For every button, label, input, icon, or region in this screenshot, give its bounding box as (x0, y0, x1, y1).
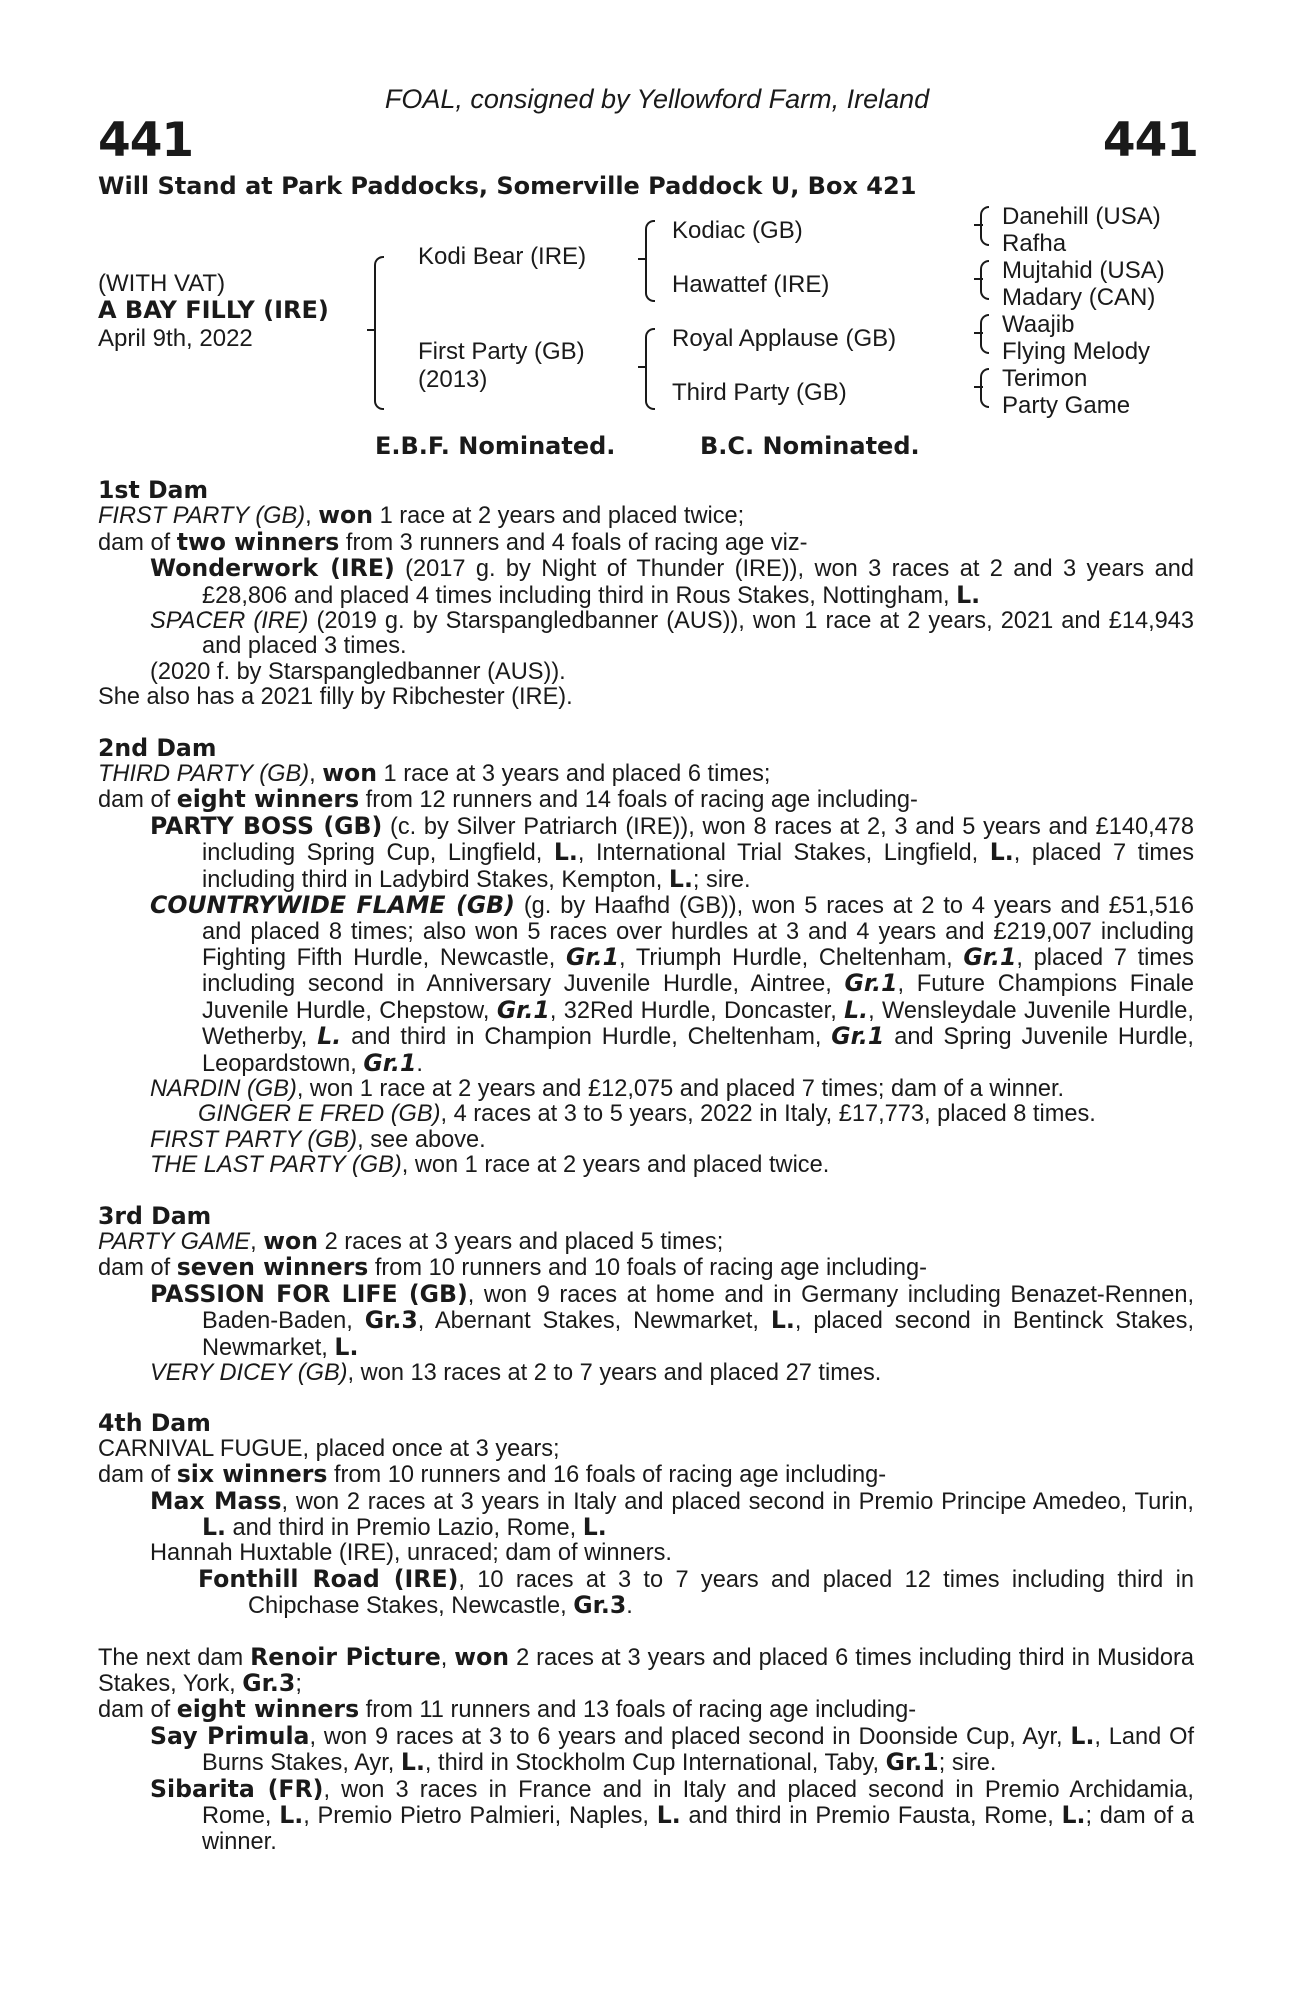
text: , Wensleydale Juvenile Hurdle, Wetherby, (202, 997, 1194, 1051)
listed-mark: L. (1061, 1801, 1086, 1830)
progeny-name: Max Mass (150, 1486, 282, 1515)
progeny-fonthill-road (198, 1564, 1195, 1620)
text: , won 2 races at 3 years in Italy and placed second in Premio Principe Amedeo, Turin, (281, 1488, 1194, 1515)
progeny-name: PASSION FOR LIFE (GB) (150, 1279, 468, 1308)
pedigree-sire-dam: Hawattef (IRE) (672, 271, 830, 298)
listed-mark: L. (334, 1332, 359, 1361)
progeny-record: , see above. (357, 1126, 486, 1153)
pedigree-brace-main (374, 256, 384, 410)
listed-mark: L. (656, 1801, 681, 1830)
text: ; sire. (692, 866, 751, 893)
pedigree-dam: First Party (GB) (418, 338, 585, 365)
text: dam of (98, 1462, 177, 1489)
winners-count: eight winners (176, 785, 360, 814)
dam4-dam-of (98, 1462, 1194, 1488)
progeny-very-dicey (150, 1361, 1194, 1386)
dam2-won: won (322, 759, 377, 788)
group-mark: Gr.1 (565, 942, 620, 971)
text: . (626, 1593, 633, 1620)
group-mark: Gr.1 (496, 995, 550, 1024)
text: 2 races at 3 years and placed 6 times including third in Musidora Stakes, York, (98, 1644, 1194, 1698)
listed-mark: L. (770, 1306, 795, 1335)
progeny-say-primula (150, 1721, 1195, 1777)
progeny-name: Fonthill Road (IRE) (198, 1564, 459, 1593)
listed-mark: L. (668, 864, 693, 893)
dam3-name: PARTY GAME (98, 1228, 251, 1255)
pedigree-g4-item: Flying Melody (1002, 338, 1151, 365)
text: , Land Of Burns Stakes, Ayr, (202, 1723, 1195, 1777)
pedigree-g4-item: Rafha (1002, 230, 1067, 257)
text: , placed 7 times including third in Ladybird Stakes, Kempton, (202, 840, 1194, 893)
pedigree-brace-tip (974, 278, 983, 280)
dam4-heading: 4th Dam (98, 1409, 211, 1438)
catalogue-body (98, 478, 1194, 1855)
dam3-heading: 3rd Dam (98, 1201, 212, 1230)
listed-mark: L. (844, 995, 869, 1024)
dam3-dam-of (98, 1255, 1194, 1281)
next-dam-name: Renoir Picture (250, 1642, 441, 1671)
text: from 11 runners and 13 foals of racing age including- (359, 1697, 917, 1724)
progeny-name: VERY DICEY (GB) (150, 1360, 348, 1386)
text: from 10 runners and 10 foals of racing age including- (368, 1255, 928, 1282)
listed-mark: L. (553, 838, 578, 867)
progeny-nardin (150, 1077, 1194, 1102)
listed-mark: L. (317, 1022, 342, 1051)
text: dam of (98, 1255, 177, 1282)
progeny-countrywide-flame (150, 893, 1194, 1077)
text: , International Trial Stakes, Lingfield, (577, 840, 990, 867)
text: , placed second in Bentinck Stakes, Newmarket, (202, 1308, 1194, 1361)
dam1-won: won (318, 501, 374, 530)
dam1-summary: FIRST PARTY (GB), won 1 race at 2 years and placed twice; (98, 501, 745, 530)
pedigree-brace-tip (638, 366, 647, 368)
group-mark: Gr.1 (831, 1022, 885, 1051)
progeny-spacer (150, 609, 1194, 660)
progeny-record: (2020 f. by Starspangledbanner (AUS)). (150, 658, 566, 685)
group-mark: Gr.1 (963, 942, 1017, 971)
dam2-record: 1 race at 3 years and placed 6 times; (377, 761, 771, 788)
dam2-heading: 2nd Dam (98, 733, 217, 762)
progeny-name: THE LAST PARTY (GB) (150, 1152, 402, 1179)
progeny-name: SPACER (IRE) (150, 608, 309, 635)
lot-number-left: 441 (98, 113, 194, 168)
text: from 3 runners and 4 foals of racing age viz- (339, 529, 808, 556)
pedigree-g4-item: Waajib (1002, 311, 1075, 338)
progeny-ginger-e-fred (198, 1102, 1194, 1127)
pedigree-dam-dam: Third Party (GB) (672, 379, 847, 406)
group-mark: Gr.1 (363, 1048, 417, 1077)
dam1-heading: 1st Dam (98, 476, 209, 504)
text: and third in Premio Fausta, Rome, (680, 1803, 1062, 1830)
winners-count: seven winners (176, 1253, 369, 1282)
text: (c. by Silver Patriarch (IRE)), won 8 races at 2, 3 and 5 years and £140,478 including Spring Cup, Lingfield, (202, 813, 1194, 867)
text: ; sire. (938, 1750, 997, 1777)
listed-mark: L. (400, 1748, 425, 1777)
pedigree-brace-tip (638, 258, 647, 260)
text: ; (295, 1671, 302, 1698)
listed-mark: L. (989, 838, 1014, 867)
listed-mark: L. (582, 1513, 607, 1542)
horse-name: A BAY FILLY (IRE) (98, 296, 329, 324)
pedigree-brace-g4 (980, 368, 989, 408)
listed-mark: L. (202, 1513, 226, 1542)
progeny-last-party (150, 1153, 1194, 1178)
progeny-name: PARTY BOSS (GB) (150, 811, 383, 840)
horse-dob: April 9th, 2022 (98, 325, 253, 352)
pedigree-g4-item: Mujtahid (USA) (1002, 257, 1165, 284)
winners-count: eight winners (176, 1695, 360, 1724)
text: dam of (98, 787, 177, 814)
text: The next dam (98, 1644, 251, 1671)
dam3-summary: PARTY GAME, won 2 races at 3 years and placed 5 times; (98, 1226, 724, 1255)
progeny-record: (2019 g. by Starspangledbanner (AUS)), won 1 race at 2 years, 2021 and £14,943 and placed 3 times. (202, 608, 1195, 660)
progeny-name: NARDIN (GB) (150, 1075, 297, 1102)
dam2-name: THIRD PARTY (GB) (98, 761, 310, 788)
progeny-name: Sibarita (FR) (150, 1774, 324, 1803)
pedigree-sire: Kodi Bear (IRE) (418, 243, 587, 270)
pedigree-dam-year: (2013) (418, 366, 488, 393)
pedigree-g4-item: Madary (CAN) (1002, 284, 1156, 311)
group-mark: Gr.3 (573, 1591, 627, 1620)
text: , won 3 races in France and in Italy and placed second in Premio Archidamia, Rome, (202, 1776, 1194, 1830)
text: , Abernant Stakes, Newmarket, (417, 1308, 771, 1335)
text: , 10 races at 3 to 7 years and placed 12 times including third in Chipchase Stakes, Newcastle, (248, 1566, 1195, 1620)
ebf-nominated: E.B.F. Nominated. (375, 432, 616, 460)
text: ; dam of a winner. (202, 1803, 1195, 1855)
text: , third in Stockholm Cup International, Taby, (424, 1750, 886, 1777)
progeny-2020 (150, 660, 1194, 685)
bc-nominated: B.C. Nominated. (700, 432, 920, 460)
next-dam-summary: The next dam Renoir Picture, won 2 races at 3 years and placed 6 times including third in Musidora Stakes, York, Gr.3; (98, 1642, 1194, 1698)
progeny-hannah-huxtable: Hannah Huxtable (IRE), unraced; dam of winners. (150, 1540, 672, 1567)
stabling-line: Will Stand at Park Paddocks, Somerville Paddock U, Box 421 (98, 172, 917, 200)
pedigree-brace-tip (974, 224, 983, 226)
progeny-party-boss (150, 811, 1194, 893)
text: , Future Champions Finale Juvenile Hurdle, Chepstow, (202, 971, 1195, 1024)
pedigree-g4-item: Party Game (1002, 392, 1131, 419)
dam2-dam-of (98, 787, 1194, 813)
next-dam-dam-of (98, 1697, 1194, 1723)
progeny-record: , 4 races at 3 to 5 years, 2022 in Italy, £17,773, placed 8 times. (440, 1101, 1096, 1128)
progeny-passion-for-life (150, 1279, 1194, 1361)
pedigree-brace-g4 (980, 260, 989, 300)
pedigree-brace-g4 (980, 314, 989, 354)
group-mark: Gr.3 (242, 1669, 296, 1698)
pedigree-brace-sire (645, 220, 655, 302)
progeny-name: Wonderwork (IRE) (150, 554, 395, 583)
progeny-wonderwork (150, 556, 1194, 609)
lot-number-right: 441 (1102, 113, 1198, 168)
text: and third in Premio Lazio, Rome, (226, 1515, 583, 1542)
group-mark: Gr.3 (364, 1306, 418, 1335)
consignment-line: FOAL, consigned by Yellowford Farm, Ireland (384, 84, 930, 114)
progeny-record: , won 13 races at 2 to 7 years and placed 27 times. (347, 1360, 882, 1386)
progeny-record: , won 1 race at 2 years and placed twice. (401, 1152, 830, 1179)
pedigree-g4-item: Danehill (USA) (1002, 203, 1161, 230)
text: , won 9 races at 3 to 6 years and placed second in Doonside Cup, Ayr, (309, 1723, 1071, 1750)
progeny-name: Say Primula (150, 1721, 310, 1750)
progeny-record: , won 1 race at 2 years and £12,075 and placed 7 times; dam of a winner. (296, 1075, 1065, 1102)
pedigree-dam-sire: Royal Applause (GB) (672, 325, 897, 352)
progeny-name: GINGER E FRED (GB) (198, 1101, 441, 1128)
progeny-first-party (150, 1128, 1194, 1153)
group-mark: Gr.1 (844, 969, 898, 998)
text: dam of (98, 1697, 177, 1724)
pedigree-brace-dam (645, 328, 655, 410)
vat-label: (WITH VAT) (98, 270, 226, 297)
winners-count: six winners (176, 1460, 328, 1489)
text: , Triumph Hurdle, Cheltenham, (619, 944, 964, 971)
text: and Spring Juvenile Hurdle, Leopardstown, (202, 1024, 1194, 1077)
text: dam of (98, 529, 177, 556)
winners-count: two winners (176, 527, 340, 556)
text: , won 9 races at home and in Germany including Benazet-Rennen, Baden-Baden, (202, 1281, 1194, 1335)
dam3-record: 2 races at 3 years and placed 5 times; (318, 1228, 724, 1255)
pedigree-brace-tip (367, 329, 376, 331)
group-mark: Gr.1 (885, 1748, 939, 1777)
text: from 12 runners and 14 foals of racing age including- (359, 787, 918, 814)
pedigree-g4-item: Terimon (1002, 365, 1088, 392)
next-dam-won: won (454, 1642, 510, 1671)
pedigree-sire-sire: Kodiac (GB) (672, 217, 803, 244)
text: , placed 7 times including second in Anniversary Juvenile Hurdle, Aintree, (202, 944, 1194, 998)
dam1-name: FIRST PARTY (GB) (98, 503, 306, 530)
pedigree-brace-g4 (980, 206, 989, 246)
progeny-sibarita (150, 1774, 1195, 1855)
pedigree-brace-tip (974, 386, 983, 388)
progeny-name: FIRST PARTY (GB) (150, 1126, 358, 1153)
dam3-won: won (263, 1226, 319, 1255)
text: , 32Red Hurdle, Doncaster, (549, 997, 845, 1024)
dam1-dam-of (98, 527, 1194, 556)
progeny-record: (2017 g. by Night of Thunder (IRE)), won 3 races at 2 and 3 years and £28,806 and placed 4 times including third in Rous Stakes, Nottingham, (202, 556, 1194, 609)
pedigree-brace-tip (974, 332, 983, 334)
text: and third in Champion Hurdle, Cheltenham, (341, 1024, 832, 1051)
text: (g. by Haafhd (GB)), won 5 races at 2 to 4 years and £51,516 and placed 8 times; also won 5 races over hurdles at 3 and 4 years and £219,007 including Fighting Fifth Hurdle, Newcastle, (202, 893, 1194, 971)
text: . (416, 1050, 423, 1077)
listed-mark: L. (279, 1801, 304, 1830)
progeny-name: COUNTRYWIDE FLAME (GB) (150, 891, 515, 920)
progeny-max-mass (150, 1486, 1194, 1542)
dam4-summary: CARNIVAL FUGUE, placed once at 3 years; (98, 1435, 560, 1462)
text: , Premio Pietro Palmieri, Naples, (303, 1803, 657, 1830)
dam1-record: 1 race at 2 years and placed twice; (373, 503, 745, 530)
listed-mark: L. (1070, 1721, 1095, 1750)
dam1-footer: She also has a 2021 filly by Ribchester (IRE). (98, 684, 573, 711)
dam2-summary: THIRD PARTY (GB), won 1 race at 3 years and placed 6 times; (98, 759, 771, 788)
listed-mark: L. (956, 580, 981, 609)
text: from 10 runners and 16 foals of racing age including- (327, 1462, 887, 1489)
